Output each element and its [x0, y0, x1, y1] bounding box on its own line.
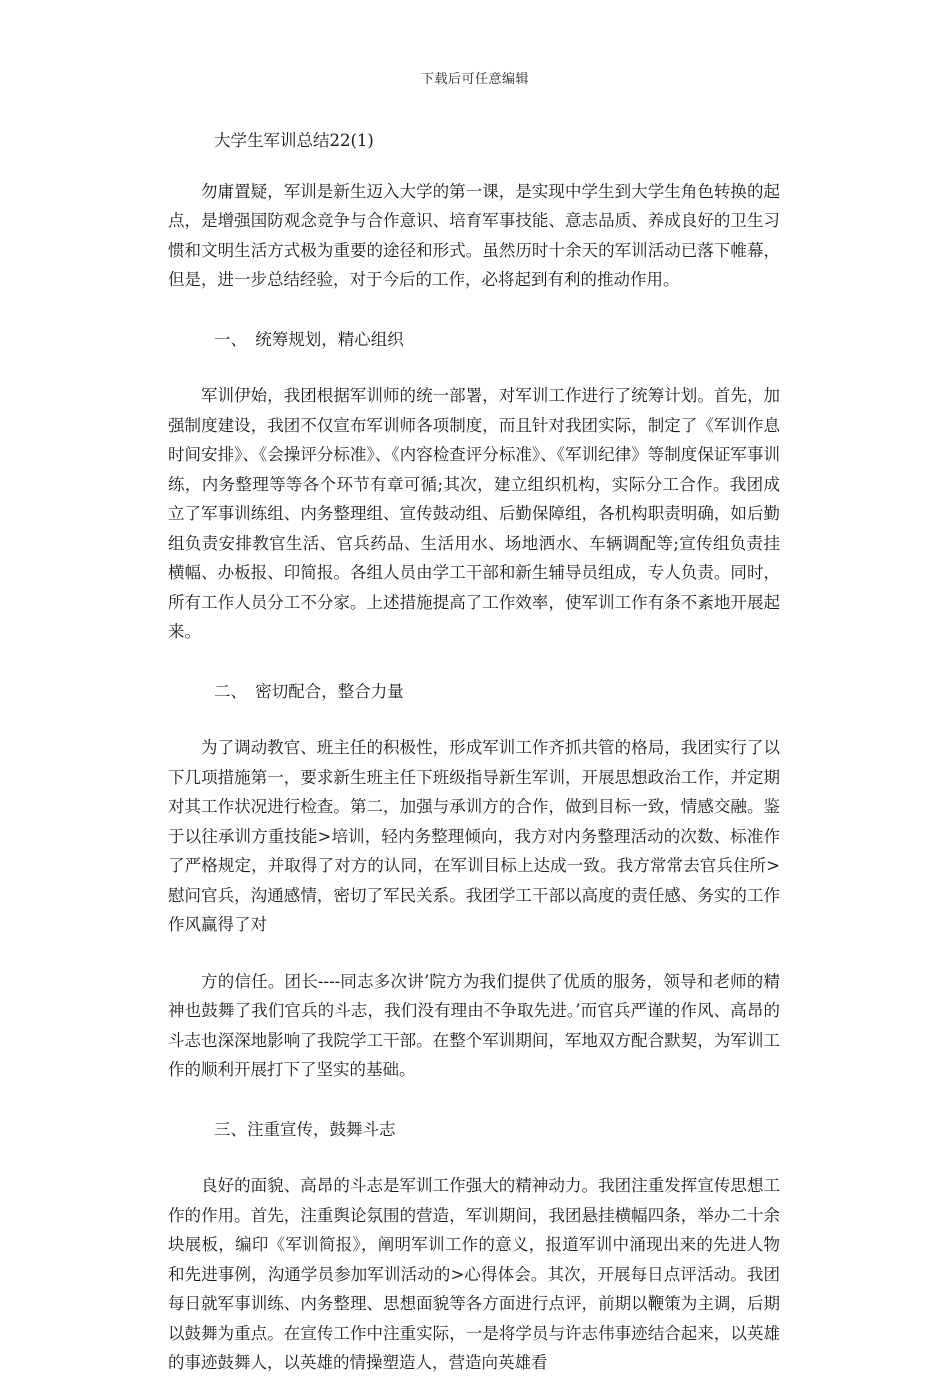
intro-paragraph: 勿庸置疑，军训是新生迈入大学的第一课，是实现中学生到大学生角色转换的起点，是增强国防观念竞争与合作意识、培育军事技能、意志品质、养成良好的卫生习惯和文明生活方式极为重要的途径和形式。虽然历时十余天的军训活动已落下帷幕，但是，进一步总结经验，对于今后的工作，必将起到有利的推动作用。: [168, 181, 780, 289]
document-title: 大学生军训总结22(1): [214, 131, 374, 150]
section-2-paragraph-b: 方的信任。团长----同志多次讲’院方为我们提供了优质的服务，领导和老师的精神也鼓舞了我们官兵的斗志，我们没有理由不争取先进。’而官兵严谨的作风、高昂的斗志也深深地影响了我院学工干部。在整个军训期间，军地双方配合默契，为军训工作的顺利开展打下了坚实的基础。: [168, 971, 780, 1079]
section-1-heading: 一、 统筹规划，精心组织: [214, 329, 404, 349]
section-2-heading: 二、 密切配合，整合力量: [214, 681, 404, 701]
header-note: 下载后可任意编辑: [420, 72, 529, 87]
section-3-paragraph: 良好的面貌、高昂的斗志是军训工作强大的精神动力。我团注重发挥宣传思想工作的作用。首先，注重舆论氛围的营造，军训期间，我团悬挂横幅四条，举办二十余块展板，编印《军训简报》，阐明军训工作的意义，报道军训中涌现出来的先进人物和先进事例，沟通学员参加军训活动的>心得体会。其次，开展每日点评活动。我团每日就军事训练、内务整理、思想面貌等各方面进行点评，前期以鞭策为主调，后期以鼓舞为重点。在宣传工作中注重实际，一是将学员与许志伟事迹结合起来，以英雄的事迹鼓舞人，以英雄的情操塑造人，营造向英雄看: [168, 1176, 780, 1372]
document-body: [168, 126, 780, 1378]
section-1-paragraph: 军训伊始，我团根据军训师的统一部署，对军训工作进行了统筹计划。首先，加强制度建设，我团不仅宣布军训师各项制度，而且针对我团实际，制定了《军训作息时间安排》、《会操评分标准》、《内容检查评分标准》、《军训纪律》等制度保证军事训练，内务整理等等各个环节有章可循;其次，建立组织机构，实际分工合作。我团成立了军事训练组、内务整理组、宣传鼓动组、后勤保障组，各机构职责明确，如后勤组负责安排教官生活、官兵药品、生活用水、场地洒水、车辆调配等;宣传组负责挂横幅、办板报、印简报。各组人员由学工干部和新生辅导员组成，专人负责。同时，所有工作人员分工不分家。上述措施提高了工作效率，使军训工作有条不紊地开展起来。: [168, 386, 780, 641]
section-2-paragraph-a: 为了调动教官、班主任的积极性，形成军训工作齐抓共管的格局，我团实行了以下几项措施第一，要求新生班主任下班级指导新生军训，开展思想政治工作，并定期对其工作状况进行检查。第二，加强与承训方的合作，做到目标一致，情感交融。鉴于以往承训方重技能>培训，轻内务整理倾向，我方对内务整理活动的次数、标准作了严格规定，并取得了对方的认同，在军训目标上达成一致。我方常常去官兵住所>慰问官兵，沟通感情，密切了军民关系。我团学工干部以高度的责任感、务实的工作作风赢得了对: [168, 738, 780, 934]
section-3-heading: 三、注重宣传，鼓舞斗志: [214, 1119, 396, 1139]
